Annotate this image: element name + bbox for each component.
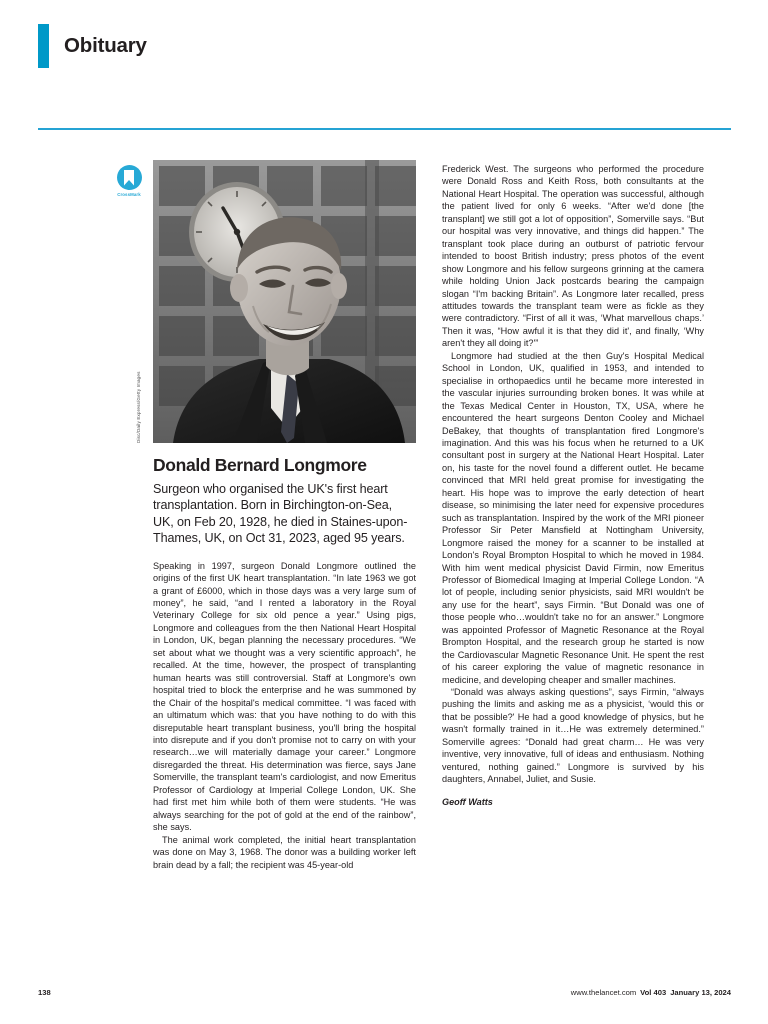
crossmark-badge[interactable] (112, 165, 146, 197)
author-byline: Geoff Watts (442, 796, 493, 807)
bookmark-icon (124, 170, 134, 186)
paragraph: “Donald was always asking questions”, says Firmin, “always pushing the limits and asking me as a physicist, ‘would this or that be possible?' He had a good knowledge of physics, but he wasn't formally trained in it…He was extremely determined.” Somerville agrees: “Donald had great charm… He was very inventive, very innovative, full of ideas and enthusiasm. Nothing ventured, nothing gained.” Longmore is survived by his daughters, Annabel, Juliet, and Susie. (442, 687, 704, 785)
footer-url[interactable]: www.thelancet.com (570, 988, 637, 997)
paragraph: Longmore had studied at the then Guy's Hospital Medical School in London, UK, qualified in 1953, and intended to specialise in orthopaedics until he became more interested in the vascular injuries surrounding broken bones. It was while at the Texas Medical Center in Houston, TX, USA, where he encountered the heart surgeons Denton Cooley and Michael DeBakey, that thoughts of transplantation fired Longmore's imagination. And this was his focus when he returned to a UK consultant post in surgery at the National Heart Hospital. Later on, his taste for the novel found a different outlet. He became convinced that MRI held great promise for investigating the heart. His hope was to improve the early detection of heart disease, so minimising the later need for expensive procedures such as transplantation. Inspired by the work of the MRI pioneer Professor Sir Peter Mansfield at Nottingham University, Longmore raised the money for a scanner to be installed at London's Royal Brompton Hospital to which he moved in 1984. With him went medical physicist David Firmin, now Emeritus Professor of Biomedical Imaging at Imperial College London. “A lot of people, including senior physicists, said MRI wouldn't be any use for the heart”, says Firmin. “But Donald was one of those people who…wouldn't take no for an answer.” Longmore was appointed Professor of Magnetic Resonance at the Royal Brompton Hospital, and the research group he started is now the Cardiovascular Magnetic Resonance Unit. He spent the rest of his career exploring the value of magnetic resonance in medicine, and developing cheaper and smaller machines. (442, 350, 704, 685)
obituary-subject-name: Donald Bernard Longmore (153, 455, 367, 475)
right-column-body (442, 163, 704, 786)
footer-volume: Vol 403 (640, 988, 667, 997)
portrait-figure (136, 160, 416, 443)
paragraph: The animal work completed, the initial heart transplantation was done on May 3, 1968. The donor was a building worker left brain dead by a fall; the recipient was 45-year-old (153, 834, 416, 870)
paragraph: Frederick West. The surgeons who performed the procedure were Donald Ross and Keith Ross, both consultants at the National Heart Hospital. The operation was successful, although the patient lived for only 6 weeks. “After we'd done [the transplant] we still got a lot of opposition”, Somerville says. “But our hospital was very innovative, and things did happen.” The transplant took place during an outburst of patriotic fervour intended to boost British industry; press photos of the event show Longmore and his fellow surgeons grinning at the camera while holding Union Jack postcards bearing the campaign slogan “I'm backing Britain”. As Longmore later recalled, press attitudes towards the transplant team were as fickle as they were contradictory. “First of all it was, ‘What marvellous chaps.’ Then it was, “How awful it is that they did it', and finally, ‘Why aren't they all doing it?'” (442, 164, 704, 349)
page-title: Obituary (64, 34, 147, 57)
left-column-body (153, 560, 416, 871)
header-divider-rule (38, 128, 731, 130)
header-accent-bar (38, 24, 49, 68)
crossmark-icon (117, 165, 142, 190)
footer-publication-info (571, 988, 731, 997)
paragraph: Speaking in 1997, surgeon Donald Longmore outlined the origins of the first UK heart transplantation. “In late 1963 we got a grant of £6000, which in those days was a very large sum of money”, he said, “and I rented a laboratory in the Royal Veterinary College for six old pence a year.” Using pigs, Longmore and colleagues from the then National Heart Hospital in London, UK, began planning the necessary procedures. “We set about what we thought was a very scientific approach”, he recalled. At the time, however, the prospect of transplanting human hearts was still controversial. Staff at Longmore's own hospital tried to block the enterprise and he was summoned by the Chair of the hospital's medical committee. “I was faced with an ultimatum which was: that you have nothing to do with this disreputable heart transplant business, you'll bring the hospital into disrepute and if you don't promise not to carry on with your research…we will materially damage your career.” Longmore disregarded the threat. His determination was fierce, says Jane Somerville, the transplant team's cardiologist, and now Emeritus Professor of Cardiology at Imperial College London, UK. She had first met him while both of them were students. “He was always searching for the pot of gold at the end of the rainbow”, she says. (153, 560, 416, 833)
obituary-standfirst: Surgeon who organised the UK's first heart transplantation. Born in Birchington-on-Sea, UK, on Feb 20, 1928, he died in Staines-upon-Thames, UK, on Oct 31, 2023, aged 95 years. (153, 482, 408, 546)
portrait-illustration (153, 160, 416, 443)
footer-page-number: 138 (38, 988, 51, 997)
left-column (136, 160, 416, 871)
photo-credit: Disc/Daily Express/Getty Images (136, 371, 141, 443)
portrait-photo (153, 160, 416, 443)
footer-date: January 13, 2024 (670, 988, 731, 997)
crossmark-label: CrossMark (117, 191, 141, 197)
right-column (442, 163, 704, 807)
page-header (38, 24, 147, 68)
